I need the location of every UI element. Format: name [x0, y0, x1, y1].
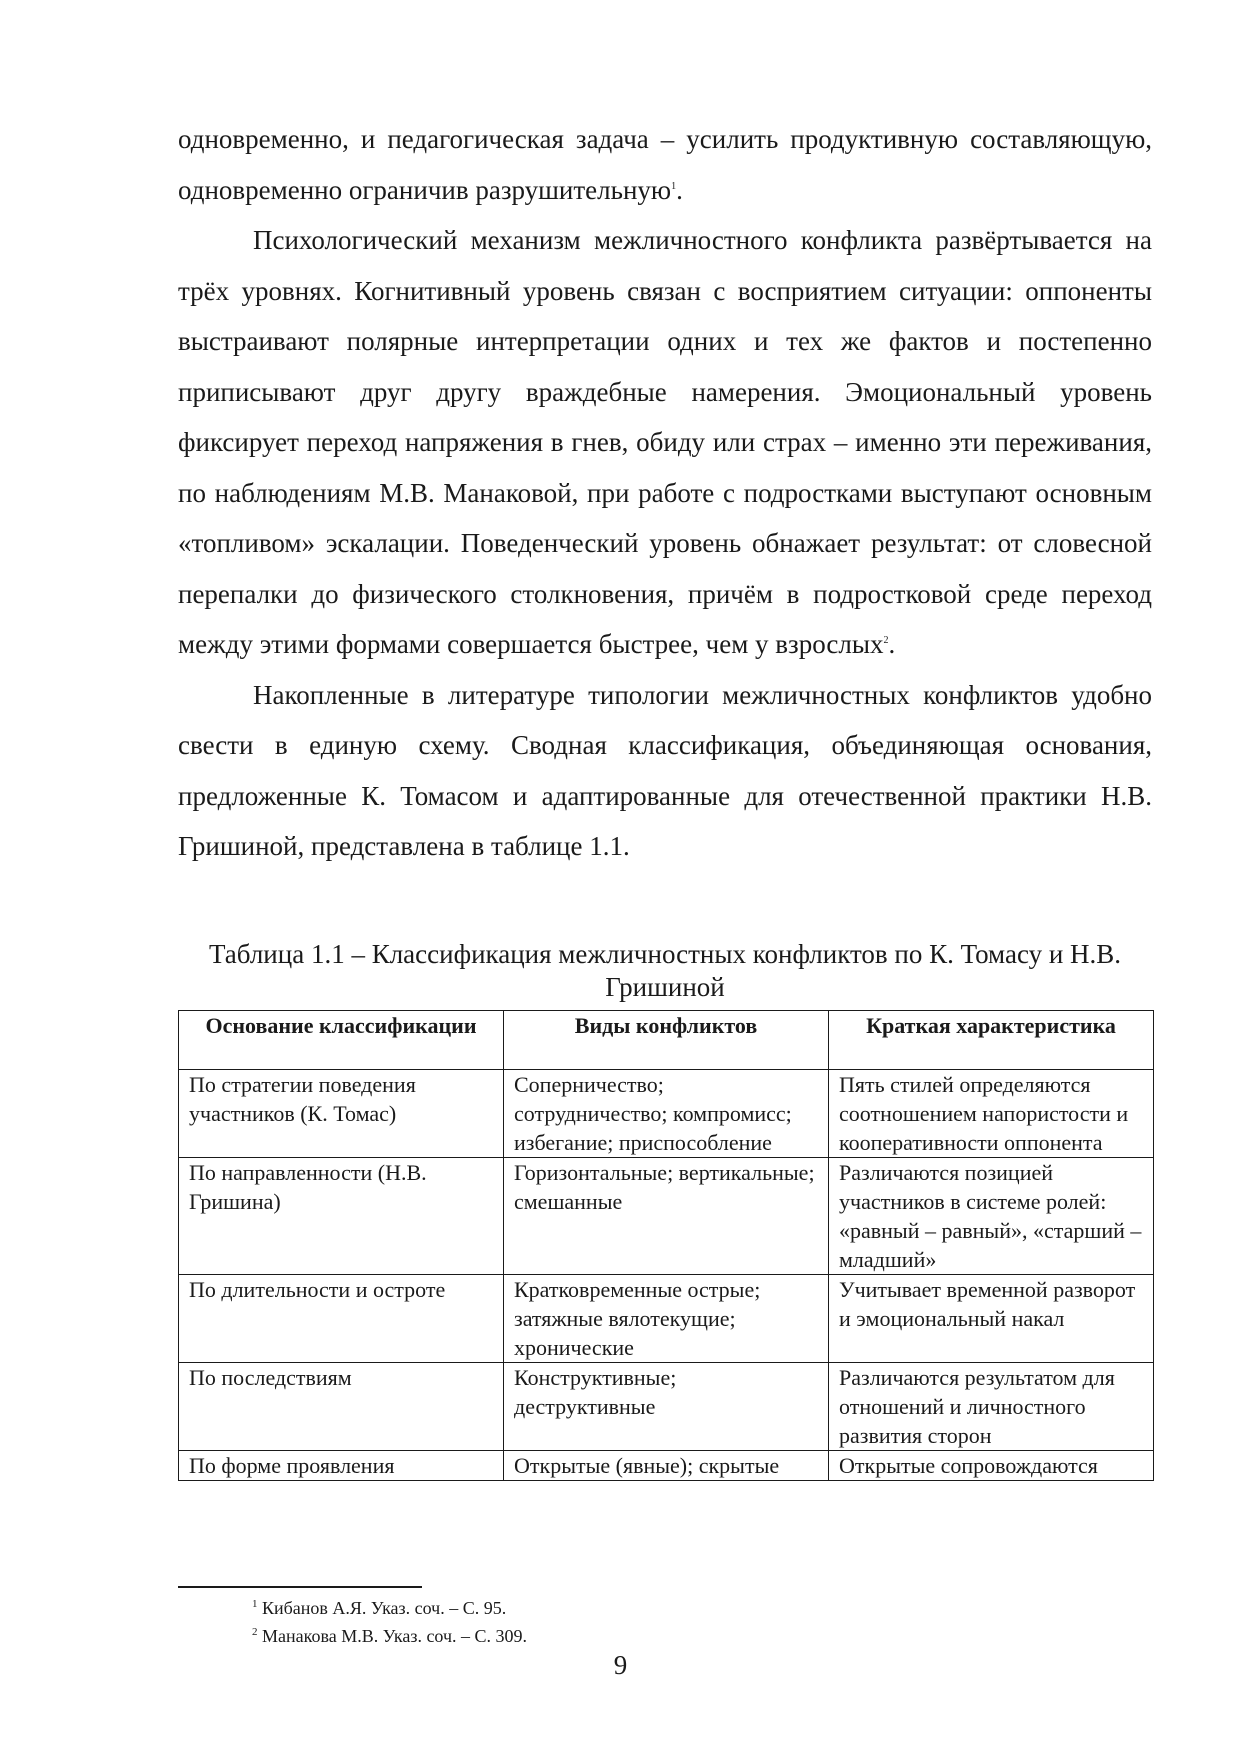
footnote-text: Кибанов А.Я. Указ. соч. – С. 95. [262, 1598, 507, 1618]
table-row [179, 1070, 1154, 1158]
paragraph-2: Психологический механизм межличностного конфликта развёртывается на трёх уровнях. Когнитивный уровень связан с восприятием ситуации: оппоненты выстраивают полярные интерпретации одних и тех же фактов и постепенно приписывают друг другу враждебные намерения. Эмоциональный уровень фиксирует переход напряжения в гнев, обиду или страх – именно эти переживания, по наблюдениям М.В. Манаковой, при работе с подростками выступают основным «топливом» эскалации. Поведенческий уровень обнажает результат: от словесной перепалки до физического столкновения, причём в подростковой среде переход между этими формами совершается быстрее, чем у взрослых$^2$. [178, 225, 1152, 659]
table-row [179, 1451, 1154, 1481]
paragraph-3: Накопленные в литературе типологии межличностных конфликтов удобно свести в единую схему. Сводная классификация, объединяющая основания, предложенные К. Томасом и адаптированные для отечественной практики Н.В. Гришиной, представлена в таблице 1.1. [178, 679, 1152, 861]
table-row [179, 1275, 1154, 1363]
table-cell: По последствиям [179, 1363, 504, 1451]
footnote-ref-2[interactable]: 2 [883, 635, 889, 646]
table-cell: Соперничество; сотрудничество; компромисс; избегание; приспособление [504, 1070, 829, 1158]
footnote-number: 2 [252, 1626, 258, 1638]
table-cell: Горизонтальные; вертикальные; смешанные [504, 1158, 829, 1275]
footnote-ref-1[interactable]: 1 [671, 180, 677, 192]
table-cell: Открытые сопровождаются [829, 1451, 1154, 1481]
table-cell: По форме проявления [179, 1451, 504, 1481]
table-row [179, 1158, 1154, 1275]
table-cell: Учитывает временной разворот и эмоциональный накал [829, 1275, 1154, 1363]
footnote-1 [252, 1592, 527, 1620]
table-caption: Таблица 1.1 – Классификация межличностных конфликтов по К. Томасу и Н.В. Гришиной [208, 939, 1122, 1002]
table-cell: Открытые (явные); скрытые [504, 1451, 829, 1481]
table-header-row [179, 1011, 1154, 1070]
paragraph-1: одновременно, и педагогическая задача – усилить продуктивную составляющую, одновременно ограничив разрушительную$^1$. [178, 124, 1152, 205]
header-types: Виды конфликтов [504, 1011, 829, 1070]
table-cell: Конструктивные; деструктивные [504, 1363, 829, 1451]
table-cell: Пять стилей определяются соотношением напористости и кооперативности оппонента [829, 1070, 1154, 1158]
page-number: 9 [613, 1650, 628, 1680]
table-cell: По направленности (Н.В. Гришина) [179, 1158, 504, 1275]
table-row [179, 1363, 1154, 1451]
body-text [178, 114, 1152, 872]
table-cell: По стратегии поведения участников (К. Томас) [179, 1070, 504, 1158]
footnote-2 [252, 1620, 527, 1648]
footnote-number: 1 [252, 1598, 258, 1610]
table-cell: Различаются результатом для отношений и личностного развития сторон [829, 1363, 1154, 1451]
table-cell: Различаются позицией участников в системе ролей: «равный – равный», «старший – младший» [829, 1158, 1154, 1275]
header-description: Краткая характеристика [829, 1011, 1154, 1070]
table-cell: По длительности и остроте [179, 1275, 504, 1363]
classification-table [178, 1010, 1154, 1481]
table-cell: Кратковременные острые; затяжные вялотекущие; хронические [504, 1275, 829, 1363]
header-basis: Основание классификации [179, 1011, 504, 1070]
footnote-text: Манакова М.В. Указ. соч. – С. 309. [262, 1626, 528, 1646]
footnotes [252, 1592, 527, 1648]
footnote-separator [178, 1586, 422, 1588]
